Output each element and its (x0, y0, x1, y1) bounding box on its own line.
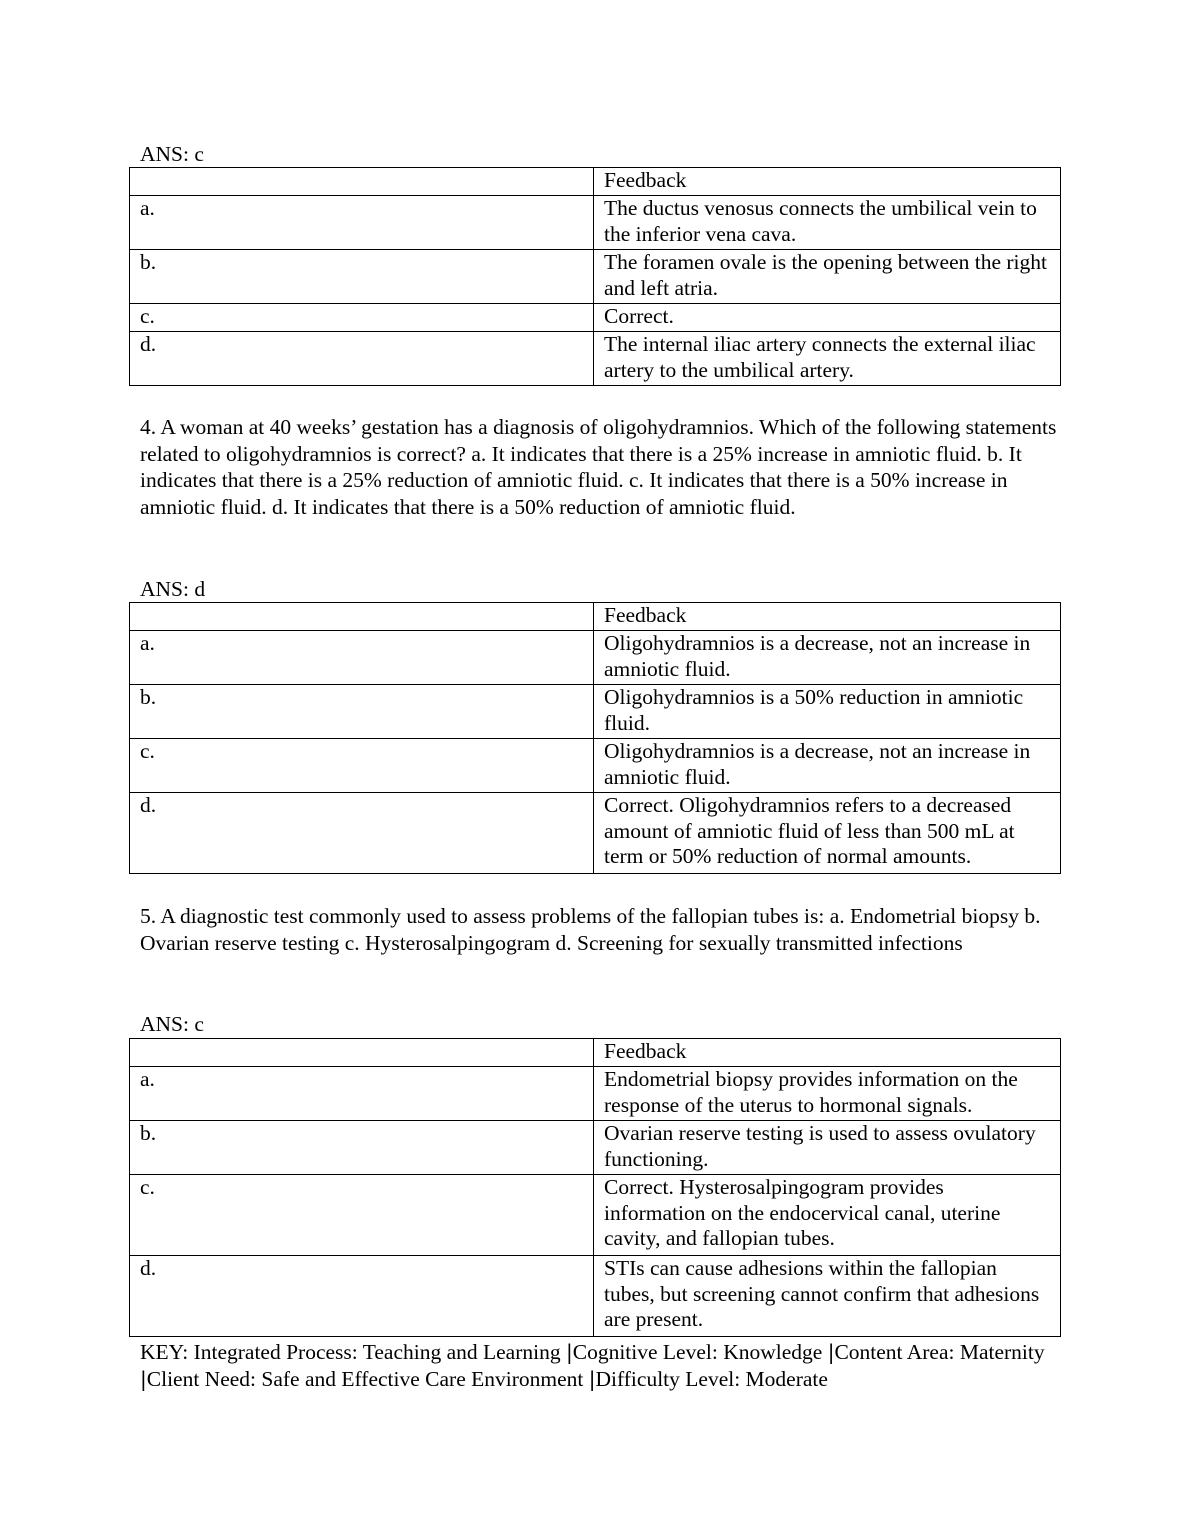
key-separator: | (565, 1340, 573, 1364)
option-label: d. (130, 332, 594, 386)
feedback-text: Oligohydramnios is a 50% reduction in amniotic fluid. (594, 685, 1061, 739)
option-label: c. (130, 739, 594, 793)
feedback-text: The ductus venosus connects the umbilical vein to the inferior vena cava. (594, 196, 1061, 250)
table-row (130, 631, 1061, 685)
question-4: 4. A woman at 40 weeks’ gestation has a diagnosis of oligohydramnios. Which of the following statements related to oligohydramnios is correct? a. It indicates that there is a 25% increase in amniotic fluid. b. It indicates that there is a 25% reduction of amniotic fluid. c. It indicates that there is a 50% increase in amniotic fluid. d. It indicates that there is a 50% reduction of amniotic fluid. (140, 415, 1057, 519)
key-item: Client Need: Safe and Effective Care Environment (146, 1366, 584, 1391)
key-separator: | (588, 1366, 596, 1391)
table-row (130, 250, 1061, 304)
header-blank-cell (130, 603, 594, 631)
option-label: a. (130, 1067, 594, 1121)
table-row (130, 304, 1061, 332)
feedback-header: Feedback (594, 603, 1061, 631)
table-row (130, 1121, 1061, 1175)
key-separator: | (140, 1366, 147, 1391)
option-label: b. (130, 1121, 594, 1175)
feedback-text: Correct. Oligohydramnios refers to a decreased amount of amniotic fluid of less than 500 mL at term or 50% reduction of normal amounts. (594, 793, 1061, 874)
feedback-table-4 (129, 602, 1061, 874)
option-label: c. (130, 304, 594, 332)
key-separator: | (827, 1340, 835, 1364)
feedback-header: Feedback (594, 168, 1061, 196)
table-row (130, 793, 1061, 874)
option-label: d. (130, 793, 594, 874)
answer-4: ANS: d (140, 577, 206, 601)
feedback-text: Endometrial biopsy provides information on the response of the uterus to hormonal signals. (594, 1067, 1061, 1121)
table-row (130, 1175, 1061, 1256)
table-row (130, 1256, 1061, 1337)
feedback-text: The foramen ovale is the opening between the right and left atria. (594, 250, 1061, 304)
answer-3: ANS: c (140, 142, 204, 166)
key-item: Content Area: Maternity (834, 1340, 1045, 1364)
key-item: Integrated Process: Teaching and Learning (193, 1340, 561, 1364)
key-prefix: KEY: (140, 1340, 189, 1364)
feedback-table-3 (129, 167, 1061, 386)
table-row (130, 739, 1061, 793)
feedback-text: Ovarian reserve testing is used to assess ovulatory functioning. (594, 1121, 1061, 1175)
answer-5: ANS: c (140, 1012, 204, 1036)
key-item: Difficulty Level: Moderate (595, 1366, 828, 1391)
feedback-text: Correct. (594, 304, 1061, 332)
option-label: b. (130, 685, 594, 739)
option-label: c. (130, 1175, 594, 1256)
option-label: d. (130, 1256, 594, 1337)
feedback-text: Oligohydramnios is a decrease, not an increase in amniotic fluid. (594, 739, 1061, 793)
feedback-text: Correct. Hysterosalpingogram provides information on the endocervical canal, uterine cavity, and fallopian tubes. (594, 1175, 1061, 1256)
header-blank-cell (130, 1039, 594, 1067)
feedback-table-5 (129, 1038, 1061, 1337)
table-row (130, 196, 1061, 250)
option-label: a. (130, 196, 594, 250)
feedback-text: Oligohydramnios is a decrease, not an increase in amniotic fluid. (594, 631, 1061, 685)
question-5: 5. A diagnostic test commonly used to assess problems of the fallopian tubes is: a. Endometrial biopsy b. Ovarian reserve testing c. Hysterosalpingogram d. Screening for sexually transmitted infections (140, 904, 1041, 955)
option-label: b. (130, 250, 594, 304)
header-blank-cell (130, 168, 594, 196)
option-label: a. (130, 631, 594, 685)
table-row (130, 1067, 1061, 1121)
feedback-header: Feedback (594, 1039, 1061, 1067)
key-metadata (140, 1339, 1060, 1392)
feedback-text: The internal iliac artery connects the external iliac artery to the umbilical artery. (594, 332, 1061, 386)
table-row (130, 685, 1061, 739)
key-item: Cognitive Level: Knowledge (572, 1340, 823, 1364)
feedback-text: STIs can cause adhesions within the fallopian tubes, but screening cannot confirm that adhesions are present. (594, 1256, 1061, 1337)
table-row (130, 332, 1061, 386)
